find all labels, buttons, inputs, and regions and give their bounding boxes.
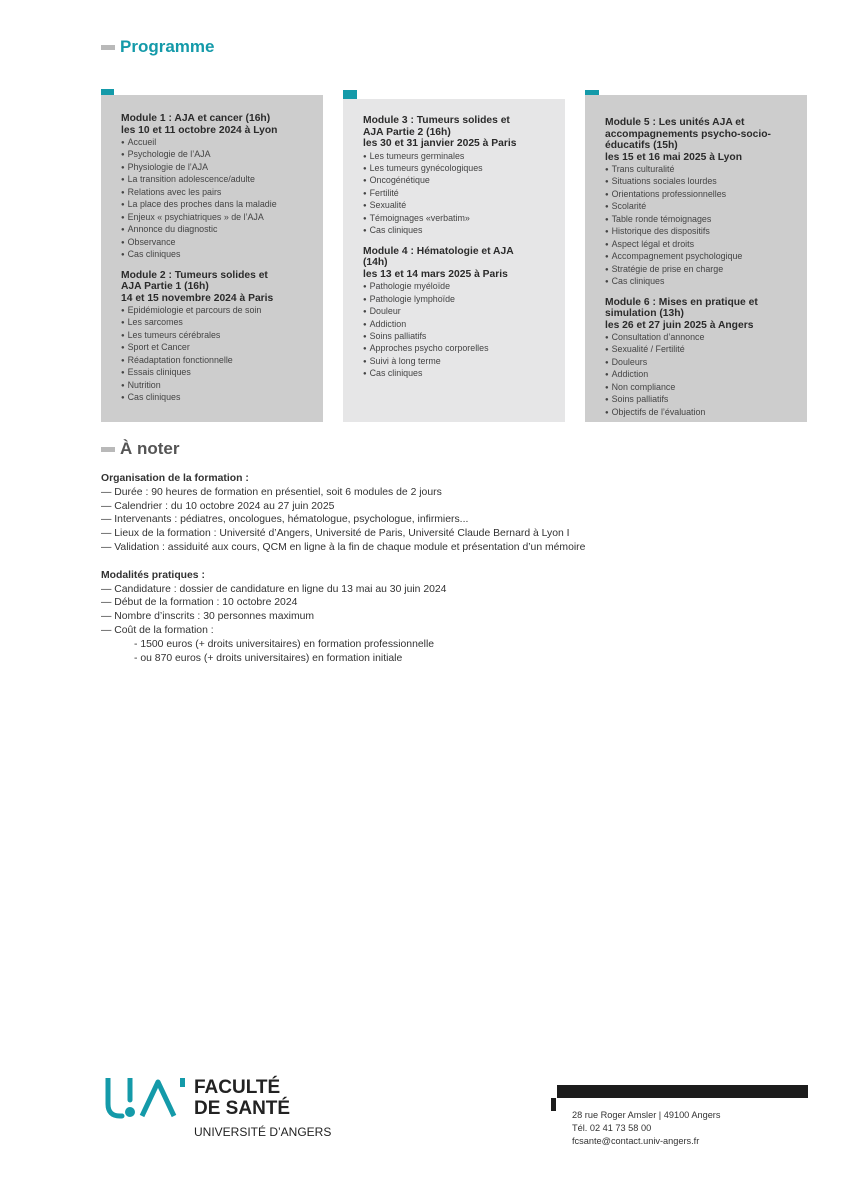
module-topic: ● Annonce du diagnostic	[121, 224, 315, 236]
module-topic: ● Scolarité	[605, 201, 799, 213]
module-heading-line: 14 et 15 novembre 2024 à Paris	[121, 292, 274, 304]
module-heading-line: les 26 et 27 juin 2025 à Angers	[605, 319, 754, 331]
module-topic: ● Psychologie de l’AJA	[121, 149, 315, 161]
module-topic: ● Cas cliniques	[363, 368, 557, 380]
organisation-line: — Durée : 90 heures de formation en présentiel, soit 6 modules de 2 jours	[101, 486, 442, 498]
module-topic: ● Epidémiologie et parcours de soin	[121, 305, 315, 317]
module-heading-line: Module 5 : Les unités AJA et	[605, 117, 745, 128]
module-topic: ● Essais cliniques	[121, 367, 315, 379]
modalites-line: — Coût de la formation :	[101, 624, 214, 636]
module-heading	[363, 115, 557, 150]
module-topic-list	[605, 332, 799, 419]
programme-column-3	[585, 95, 807, 422]
module-topic: ● Fertilité	[363, 188, 557, 200]
module-heading-line: Module 2 : Tumeurs solides et	[121, 269, 268, 281]
module-heading-line: simulation (13h)	[605, 308, 684, 320]
column-tab	[343, 90, 357, 99]
module-topic: ● Douleurs	[605, 357, 799, 369]
module-topic: ● Accueil	[121, 137, 315, 149]
logo-text-universite: UNIVERSITÉ D’ANGERS	[194, 1125, 332, 1139]
module-block	[363, 115, 557, 238]
module-topic: ● La transition adolescence/adulte	[121, 174, 315, 186]
module-topic: ● Accompagnement psychologique	[605, 251, 799, 263]
module-heading-line: Module 6 : Mises en pratique et	[605, 296, 758, 308]
module-topic: ● Table ronde témoignages	[605, 214, 799, 226]
module-topic: ● Soins palliatifs	[363, 331, 557, 343]
programme-column-1	[101, 95, 323, 422]
contact-block	[572, 1109, 720, 1147]
module-block	[121, 113, 315, 262]
module-heading-line: accompagnements psycho-socio-	[605, 128, 771, 140]
module-topic: ● Relations avec les pairs	[121, 187, 315, 199]
column-content	[121, 113, 315, 413]
note-body	[101, 472, 751, 665]
module-topic-list	[605, 164, 799, 289]
module-topic-list	[363, 151, 557, 238]
module-heading	[121, 113, 315, 136]
module-topic: ● Trans culturalité	[605, 164, 799, 176]
organisation-line: — Intervenants : pédiatres, oncologues, hématologue, psychologue, infirmiers...	[101, 514, 469, 526]
organisation-line: — Calendrier : du 10 octobre 2024 au 27 juin 2025	[101, 500, 335, 512]
module-topic: ● Orientations professionnelles	[605, 189, 799, 201]
module-heading	[121, 270, 315, 305]
module-topic-list	[121, 305, 315, 405]
module-heading-line: éducatifs (15h)	[605, 140, 678, 151]
email-link[interactable]: fcsante@contact.univ-angers.fr	[572, 1135, 700, 1146]
module-topic: ● Sport et Cancer	[121, 342, 315, 354]
module-heading-line: Module 4 : Hématologie et AJA	[363, 245, 514, 257]
module-topic: ● Douleur	[363, 306, 557, 318]
cost-line: - ou 870 euros (+ droits universitaires) en formation initiale	[134, 652, 403, 664]
module-topic: ● Cas cliniques	[121, 392, 315, 404]
module-block	[363, 246, 557, 381]
module-heading	[605, 297, 799, 332]
module-topic: ● Aspect légal et droits	[605, 239, 799, 251]
module-heading-line: les 30 et 31 janvier 2025 à Paris	[363, 138, 517, 149]
heading-dash	[101, 45, 115, 50]
module-topic: ● Sexualité	[363, 200, 557, 212]
footer-bar-tick	[551, 1098, 556, 1111]
module-topic: ● Cas cliniques	[121, 249, 315, 261]
ua-logo-icon	[104, 1078, 188, 1122]
module-block	[121, 270, 315, 405]
module-heading-line: les 13 et 14 mars 2025 à Paris	[363, 268, 508, 280]
organisation-line: — Validation : assiduité aux cours, QCM en ligne à la fin de chaque module et présentation d’un mémoire	[101, 541, 586, 553]
module-heading-line: AJA Partie 1 (16h)	[121, 281, 209, 293]
module-topic-list	[363, 281, 557, 381]
module-topic: ● Cas cliniques	[605, 276, 799, 288]
note-title: À noter	[120, 439, 180, 458]
heading-dash	[101, 447, 115, 452]
note-heading	[101, 439, 180, 459]
module-topic: ● Les tumeurs gynécologiques	[363, 163, 557, 175]
module-topic: ● Addiction	[363, 319, 557, 331]
logo-text-faculte: FACULTÉ	[194, 1077, 281, 1098]
module-topic: ● Physiologie de l’AJA	[121, 162, 315, 174]
module-topic: ● Suivi à long terme	[363, 356, 557, 368]
module-topic: ● Stratégie de prise en charge	[605, 264, 799, 276]
module-topic: ● Sexualité / Fertilité	[605, 344, 799, 356]
module-topic: ● Témoignages «verbatim»	[363, 213, 557, 225]
module-topic: ● Soins palliatifs	[605, 394, 799, 406]
module-topic-list	[121, 137, 315, 262]
module-topic: ● Observance	[121, 237, 315, 249]
module-topic: ● Oncogénétique	[363, 175, 557, 187]
module-topic: ● La place des proches dans la maladie	[121, 199, 315, 211]
module-topic: ● Approches psycho corporelles	[363, 343, 557, 355]
module-heading-line: AJA Partie 2 (16h)	[363, 126, 451, 138]
module-topic: ● Enjeux « psychiatriques » de l’AJA	[121, 212, 315, 224]
cost-line: - 1500 euros (+ droits universitaires) en formation professionnelle	[134, 638, 435, 650]
programme-title: Programme	[120, 37, 215, 56]
module-topic: ● Réadaptation fonctionnelle	[121, 355, 315, 367]
module-topic: ● Situations sociales lourdes	[605, 176, 799, 188]
module-topic: ● Nutrition	[121, 380, 315, 392]
module-heading	[363, 246, 557, 281]
modalites-line: — Nombre d’inscrits : 30 personnes maximum	[101, 611, 315, 623]
footer-bar	[557, 1085, 808, 1098]
column-tab	[585, 90, 599, 95]
module-heading-line: les 10 et 11 octobre 2024 à Lyon	[121, 124, 278, 136]
programme-column-2	[343, 99, 565, 422]
organisation-heading: Organisation de la formation :	[101, 473, 249, 484]
programme-heading	[101, 37, 214, 57]
module-heading-line: Module 1 : AJA et cancer (16h)	[121, 113, 271, 124]
module-heading	[605, 117, 799, 163]
module-heading-line: les 15 et 16 mai 2025 à Lyon	[605, 151, 742, 163]
modalites-line: — Début de la formation : 10 octobre 2024	[101, 597, 298, 609]
module-block	[605, 117, 799, 289]
column-tab	[101, 89, 114, 95]
module-topic: ● Les sarcomes	[121, 317, 315, 329]
module-topic: ● Historique des dispositifs	[605, 226, 799, 238]
address: 28 rue Roger Amsler | 49100 Angers	[572, 1110, 721, 1120]
column-content	[605, 117, 799, 427]
module-topic: ● Cas cliniques	[363, 225, 557, 237]
module-topic: ● Consultation d’annonce	[605, 332, 799, 344]
modalites-line: — Candidature : dossier de candidature en ligne du 13 mai au 30 juin 2024	[101, 583, 447, 595]
phone: Tél. 02 41 73 58 00	[572, 1122, 652, 1133]
module-topic: ● Les tumeurs cérébrales	[121, 330, 315, 342]
module-topic: ● Objectifs de l’évaluation	[605, 407, 799, 419]
organisation-line: — Lieux de la formation : Université d’Angers, Université de Paris, Université Claude Bernard à Lyon I	[101, 528, 570, 540]
logo-text-sante: DE SANTÉ	[194, 1098, 291, 1119]
module-topic: ● Pathologie myéloïde	[363, 281, 557, 293]
module-heading-line: (14h)	[363, 257, 388, 269]
column-content	[363, 115, 557, 389]
modalites-heading: Modalités pratiques :	[101, 569, 205, 581]
module-block	[605, 297, 799, 420]
module-topic: ● Non compliance	[605, 382, 799, 394]
module-heading-line: Module 3 : Tumeurs solides et	[363, 115, 510, 126]
module-topic: ● Les tumeurs germinales	[363, 151, 557, 163]
module-topic: ● Pathologie lymphoïde	[363, 294, 557, 306]
module-topic: ● Addiction	[605, 369, 799, 381]
